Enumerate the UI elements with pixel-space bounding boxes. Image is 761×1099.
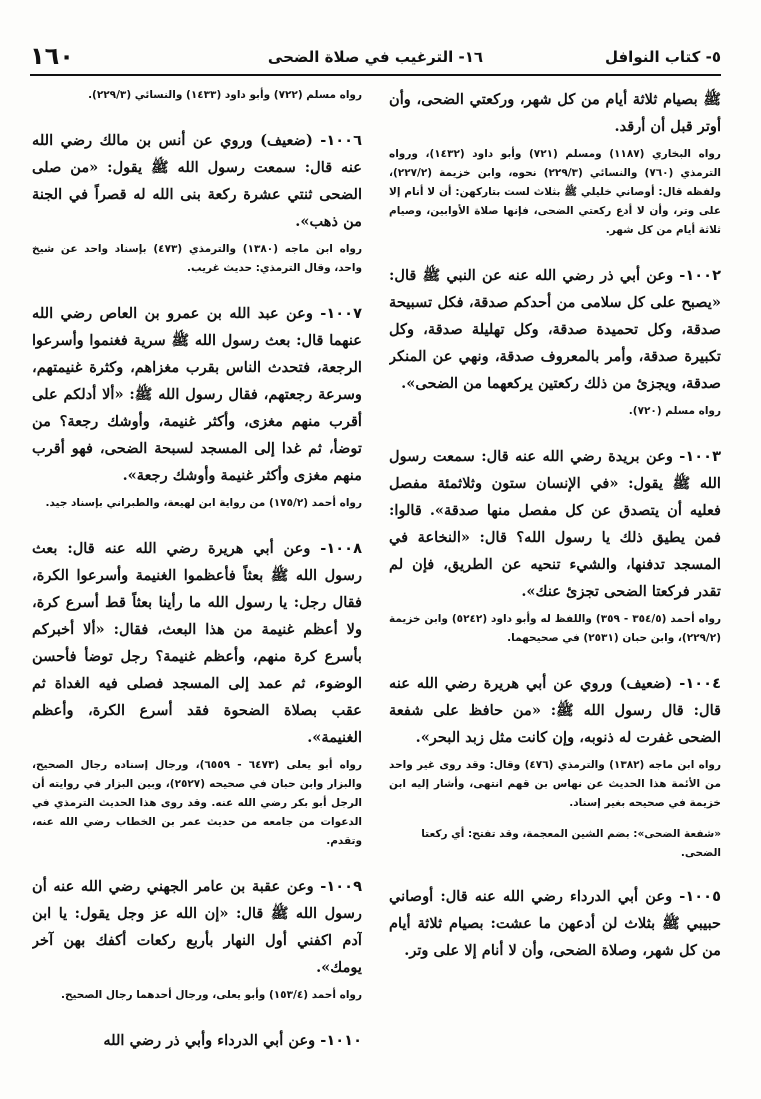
hadith-text: وعن أبي ذر رضي الله عنه عن النبي ﷺ قال: «يصبح على كل سلامى من أحدكم صدقة، فكل تسبيحة صدقة، وكل تحميدة صدقة، وكل تهليلة صدقة، وكل تكبيرة صدقة، وأمر بالمعروف صدقة، ونهي عن المنكر صدقة، ويجزئ من ذلك ركعتين يركعهما من الضحى». (389, 267, 721, 392)
hadith-number: ١٠٠٤- (679, 675, 721, 692)
source-citation: رواه أبو يعلى (٦٤٧٣ - ٦٥٥٩)، ورجال إسناده رجال الصحيح، والبزار وابن حبان في صحيحه (٢٥٢٧)، وبين البزار في روايته أن الرجل أبو بكر رضي الله عنه. وقد روى هذا الحديث الترمذي في الدعوات من جامعه من حديث عمر بن الخطاب رضي الله عنه، وتقدم. (32, 759, 362, 847)
hadith-text: وعن بريدة رضي الله عنه قال: سمعت رسول الله ﷺ يقول: «في الإنسان ستون وثلاثمئة مفصل فعليه أن يتصدق عن كل مفصل منها صدقة». قالوا: فمن يطيق ذلك يا رسول الله؟ قال: «النخاعة في المسجد تدفنها، والشيء تنحيه عن الطريق، فإن لم تقدر فركعتا الضحى تجزئ عنك». (389, 448, 721, 600)
source-citation: رواه أحمد (١٧٥/٢) من رواية ابن لهيعة، والطبراني بإسناد جيد. (45, 497, 362, 509)
hadith-entry (32, 535, 362, 751)
source-citation: رواه ابن ماجه (١٣٨٢) والترمذي (٤٧٦) وقال: وقد روى غير واحد من الأئمة هذا الحديث عن نهاس بن قهم انتهى، وأشار إليه ابن خزيمة في صحيحه بغير إسناد. (389, 759, 721, 809)
hadith-entry (32, 1027, 362, 1054)
hadith-text: وعن أبي الدرداء وأبي ذر رضي الله (103, 1032, 321, 1049)
hadith-number: ١٠٠٧- (320, 305, 362, 322)
hadith-number: ١٠٠٦- (320, 132, 362, 149)
hadith-entry (389, 443, 721, 605)
hadith-number: ١٠٠٨- (320, 540, 362, 557)
source-citation: رواه أحمد (١٥٣/٤) وأبو يعلى، ورجال أحدهما رجال الصحيح. (60, 989, 362, 1001)
hadith-number: ١٠٠٣- (679, 448, 721, 465)
hadith-entry (389, 262, 721, 397)
hadith-number: ١٠٠٢- (679, 267, 721, 284)
hadith-entry (389, 670, 721, 751)
hadith-entry (32, 873, 362, 981)
hadith-continuation: ﷺ بصيام ثلاثة أيام من كل شهر، وركعتي الضحى، وأن أوتر قبل أن أرقد. (389, 91, 721, 135)
hadith-text: وعن أبي هريرة رضي الله عنه قال: بعث رسول الله ﷺ بعثاً فأعظموا الغنيمة وأسرعوا الكرة، فقال رجل: يا رسول الله ما رأينا بعثاً قط أسرع كرة، ولا أعظم غنيمة من هذا البعث، فقال: «ألا أخبركم بأسرع كرة منهم، وأعظم غنيمة؟ رجل توضأ فأحسن الوضوء، ثم عمد إلى المسجد فصلى فيه الغداة ثم عقب بصلاة الضحوة فقد أسرع الكرة، وأعظم الغنيمة». (32, 540, 362, 746)
source-citation: رواه مسلم (٧٢٠). (628, 405, 721, 417)
source-citation: رواه أحمد (٣٥٤/٥ - ٣٥٩) واللفظ له وأبو داود (٥٢٤٢) وابن خزيمة (٢٢٩/٢)، وابن حبان (٢٥٣١) في صحيحهما. (389, 613, 721, 644)
hadith-entry (389, 883, 721, 964)
chapter-title: ٥- كتاب النوافل (604, 48, 721, 66)
hadith-number: ١٠٠٥- (679, 888, 721, 905)
hadith-text: (ضعيف) وروي عن أنس بن مالك رضي الله عنه قال: سمعت رسول الله ﷺ يقول: «من صلى الضحى ثنتي عشرة ركعة بنى الله له قصراً في الجنة من ذهب». (32, 132, 362, 230)
source-citation: رواه ابن ماجه (١٣٨٠) والترمذي (٤٧٣) بإسناد واحد عن شيخ واحد، وقال الترمذي: حديث غريب. (32, 243, 362, 274)
hadith-number: ١٠١٠- (320, 1032, 362, 1049)
right-column (389, 86, 721, 1079)
hadith-text: وعن عبد الله بن عمرو بن العاص رضي الله عنهما قال: بعث رسول الله ﷺ سرية فغنموا وأسرعوا الرجعة، فتحدث الناس بقرب مغزاهم، وكثرة غنيمتهم، وسرعة رجعتهم، فقال رسول الله ﷺ: «ألا أدلكم على أقرب منهم مغزى، وأكثر غنيمة، وأوشك رجعة؟ من توضأ، ثم غدا إلى المسجد لسبحة الضحى، فهو أقرب منهم مغزى وأكثر غنيمة وأوشك رجعة». (32, 305, 362, 484)
hadith-number: ١٠٠٩- (320, 878, 362, 895)
hadith-text: (ضعيف) وروي عن أبي هريرة رضي الله عنه قال: قال رسول الله ﷺ: «من حافظ على شفعة الضحى غفرت له ذنوبه، وإن كانت مثل زبد البحر». (389, 675, 721, 746)
hadith-entry (32, 300, 362, 489)
hadith-text: وعن أبي الدرداء رضي الله عنه قال: أوصاني حبيبي ﷺ بثلاث لن أدعهن ما عشت: بصيام ثلاثة أيام من كل شهر، وصلاة الضحى، وأن لا أنام إلا على وتر. (389, 888, 721, 959)
footnote: «شفعة الضحى»: بضم الشين المعجمة، وقد تفتح: أي ركعتا الضحى. (421, 828, 721, 859)
source-citation: رواه البخاري (١١٨٧) ومسلم (٧٢١) وأبو داود (١٤٣٢)، ورواه الترمذي (٧٦٠) والنسائي (٢٢٩/٣) نحوه، وابن خزيمة (٢٢٧/٢)، ولفظه قال: أوصاني خليلي ﷺ بثلاث لست بتاركهن: أن لا أنام إلا على وتر، وأن لا أدع ركعتي الضحى، فإنها صلاة الأوابين، وصيام ثلاثة أيام من كل شهر. (389, 148, 721, 236)
section-title: ١٦- الترغيب في صلاة الضحى (267, 48, 484, 66)
left-column (32, 86, 362, 1079)
source-citation: رواه مسلم (٧٢٢) وأبو داود (١٤٣٣) والنسائي (٢٢٩/٣). (88, 89, 362, 101)
page-number: ١٦٠ (30, 42, 74, 70)
hadith-entry (32, 127, 362, 235)
page-header (30, 40, 721, 76)
hadith-text: وعن عقبة بن عامر الجهني رضي الله عنه أن رسول الله ﷺ قال: «إن الله عز وجل يقول: يا ابن آدم اكفني أول النهار بأربع ركعات أكفك بهن آخر يومك». (32, 878, 362, 976)
